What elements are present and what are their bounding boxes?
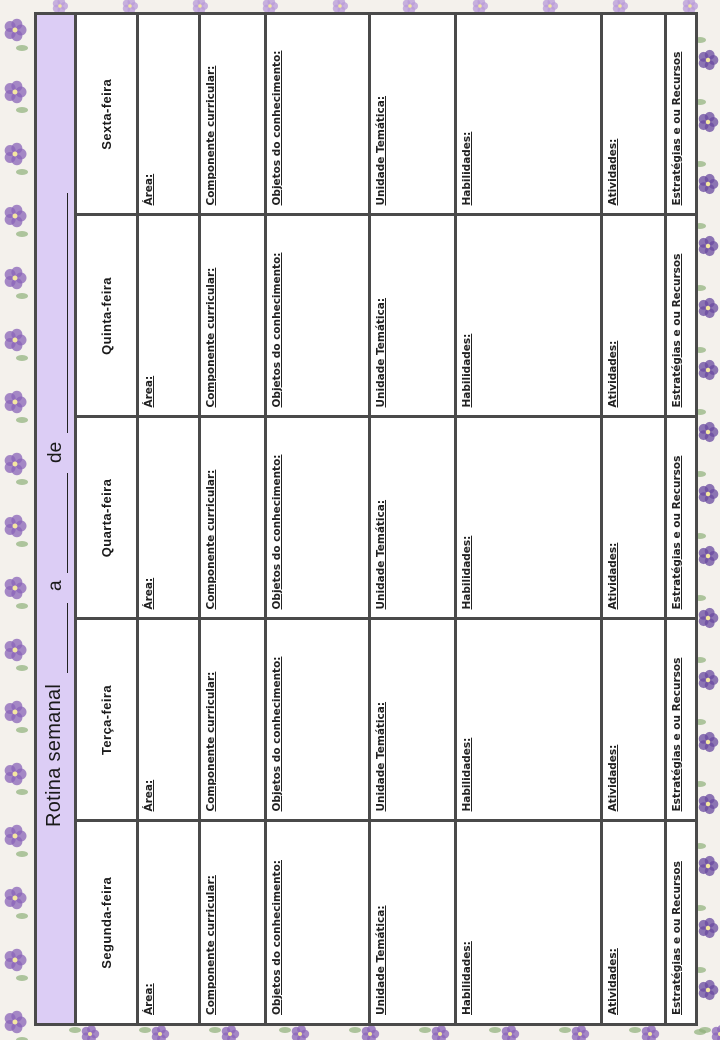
table-row <box>137 15 199 1023</box>
flower-icon <box>699 732 719 752</box>
flower-icon <box>152 1025 169 1040</box>
day-header-row <box>77 15 137 1023</box>
cell-label: Atividades: <box>606 744 619 812</box>
cell-6-1[interactable] <box>665 619 698 821</box>
cell-label: Atividades: <box>606 542 619 610</box>
leaf-icon <box>69 1027 81 1033</box>
leaf-icon <box>489 1027 501 1033</box>
leaf-icon <box>16 169 28 175</box>
leaf-icon <box>16 417 28 423</box>
cell-label: Objetos do conhecimento: <box>270 252 283 408</box>
table-row <box>601 15 665 1023</box>
flower-icon <box>5 825 27 847</box>
cell-3-1[interactable] <box>369 619 455 821</box>
leaf-icon <box>16 913 28 919</box>
leaf-icon <box>699 1027 711 1033</box>
cell-3-0[interactable] <box>369 821 455 1023</box>
title-band <box>37 15 77 1023</box>
cell-label: Objetos do conhecimento: <box>270 50 283 206</box>
day-header: Sexta-feira <box>77 15 137 215</box>
leaf-icon <box>16 603 28 609</box>
flower-icon <box>292 1025 309 1040</box>
routine-table <box>77 15 698 1023</box>
leaf-icon <box>16 975 28 981</box>
cell-label: Estratégias e ou Recursos <box>670 861 683 1015</box>
flower-icon <box>5 391 27 413</box>
cell-0-3[interactable] <box>137 215 199 417</box>
cell-label: Área: <box>142 779 155 812</box>
flower-icon <box>5 1011 27 1033</box>
cell-5-1[interactable] <box>601 619 665 821</box>
title-sep-de: de <box>45 441 66 463</box>
flower-icon <box>5 329 27 351</box>
flower-icon <box>5 639 27 661</box>
leaf-icon <box>16 293 28 299</box>
cell-label: Unidade Temática: <box>374 905 387 1015</box>
flower-icon <box>699 50 719 70</box>
cell-5-3[interactable] <box>601 215 665 417</box>
cell-label: Componente curricular: <box>204 267 217 408</box>
flower-icon <box>5 143 27 165</box>
cell-4-4[interactable] <box>455 15 601 215</box>
flower-icon <box>699 608 719 628</box>
cell-0-1[interactable] <box>137 619 199 821</box>
day-header: Segunda-feira <box>77 821 137 1023</box>
cell-label: Componente curricular: <box>204 469 217 610</box>
flower-icon <box>5 267 27 289</box>
flower-icon <box>699 484 719 504</box>
cell-5-2[interactable] <box>601 417 665 619</box>
cell-2-0[interactable] <box>265 821 369 1023</box>
cell-label: Estratégias e ou Recursos <box>670 657 683 812</box>
flower-icon <box>5 515 27 537</box>
leaf-icon <box>139 1027 151 1033</box>
cell-label: Estratégias e ou Recursos <box>670 51 683 206</box>
date-blank-end[interactable] <box>67 473 68 573</box>
flower-icon <box>5 81 27 103</box>
weekly-routine-page <box>34 12 698 1026</box>
cell-4-3[interactable] <box>455 215 601 417</box>
cell-label: Componente curricular: <box>204 65 217 206</box>
flower-icon <box>502 1025 519 1040</box>
table-row <box>199 15 265 1023</box>
date-blank-start[interactable] <box>67 603 68 673</box>
cell-4-0[interactable] <box>455 821 601 1023</box>
flower-icon <box>5 453 27 475</box>
title-sep-a: a <box>45 580 66 591</box>
cell-label: Objetos do conhecimento: <box>270 860 283 1015</box>
page-title: Rotina semanal <box>43 683 65 827</box>
cell-label: Unidade Temática: <box>374 95 387 206</box>
leaf-icon <box>16 355 28 361</box>
flower-icon <box>5 205 27 227</box>
leaf-icon <box>16 851 28 857</box>
cell-label: Componente curricular: <box>204 875 217 1015</box>
cell-label: Atividades: <box>606 138 619 206</box>
leaf-icon <box>16 789 28 795</box>
flower-icon <box>699 794 719 814</box>
cell-label: Habilidades: <box>460 941 473 1015</box>
cell-0-0[interactable] <box>137 821 199 1023</box>
cell-4-1[interactable] <box>455 619 601 821</box>
cell-0-4[interactable] <box>137 15 199 215</box>
cell-5-4[interactable] <box>601 15 665 215</box>
cell-3-3[interactable] <box>369 215 455 417</box>
flower-icon <box>699 298 719 318</box>
month-blank[interactable] <box>67 193 68 433</box>
leaf-icon <box>349 1027 361 1033</box>
cell-3-4[interactable] <box>369 15 455 215</box>
cell-label: Unidade Temática: <box>374 297 387 408</box>
day-header: Quinta-feira <box>77 215 137 417</box>
flower-icon <box>5 701 27 723</box>
cell-6-3[interactable] <box>665 215 698 417</box>
cell-label: Área: <box>142 983 155 1015</box>
flower-icon <box>699 980 719 1000</box>
cell-5-0[interactable] <box>601 821 665 1023</box>
flower-icon <box>699 112 719 132</box>
table-row <box>265 15 369 1023</box>
leaf-icon <box>629 1027 641 1033</box>
day-header: Quarta-feira <box>77 417 137 619</box>
flower-icon <box>362 1025 379 1040</box>
cell-2-3[interactable] <box>265 215 369 417</box>
flower-icon <box>5 577 27 599</box>
cell-3-2[interactable] <box>369 417 455 619</box>
cell-label: Estratégias e ou Recursos <box>670 455 683 610</box>
table-row <box>665 15 698 1023</box>
cell-label: Atividades: <box>606 948 619 1015</box>
cell-2-1[interactable] <box>265 619 369 821</box>
cell-label: Área: <box>142 375 155 408</box>
cell-label: Habilidades: <box>460 131 473 206</box>
leaf-icon <box>16 231 28 237</box>
leaf-icon <box>16 107 28 113</box>
cell-6-0[interactable] <box>665 821 698 1023</box>
flower-icon <box>572 1025 589 1040</box>
flower-icon <box>699 546 719 566</box>
flower-icon <box>82 1025 99 1040</box>
flower-icon <box>699 918 719 938</box>
flower-icon <box>432 1025 449 1040</box>
cell-2-2[interactable] <box>265 417 369 619</box>
cell-label: Unidade Temática: <box>374 499 387 610</box>
flower-icon <box>699 360 719 380</box>
table-row <box>369 15 455 1023</box>
cell-label: Habilidades: <box>460 535 473 610</box>
leaf-icon <box>279 1027 291 1033</box>
cell-label: Área: <box>142 173 155 206</box>
leaf-icon <box>209 1027 221 1033</box>
day-header: Terça-feira <box>77 619 137 821</box>
cell-label: Objetos do conhecimento: <box>270 656 283 812</box>
cell-4-2[interactable] <box>455 417 601 619</box>
cell-label: Área: <box>142 577 155 610</box>
cell-label: Componente curricular: <box>204 671 217 812</box>
flower-icon <box>699 236 719 256</box>
cell-label: Objetos do conhecimento: <box>270 454 283 610</box>
cell-2-4[interactable] <box>265 15 369 215</box>
cell-1-2[interactable] <box>199 417 265 619</box>
leaf-icon <box>419 1027 431 1033</box>
table-row <box>455 15 601 1023</box>
flower-icon <box>699 422 719 442</box>
flower-icon <box>712 1025 720 1040</box>
cell-1-0[interactable] <box>199 821 265 1023</box>
leaf-icon <box>16 541 28 547</box>
cell-label: Estratégias e ou Recursos <box>670 253 683 408</box>
flower-icon <box>5 19 27 41</box>
leaf-icon <box>16 665 28 671</box>
leaf-icon <box>559 1027 571 1033</box>
cell-6-2[interactable] <box>665 417 698 619</box>
cell-label: Unidade Temática: <box>374 701 387 812</box>
flower-icon <box>699 174 719 194</box>
cell-0-2[interactable] <box>137 417 199 619</box>
cell-6-4[interactable] <box>665 15 698 215</box>
cell-label: Atividades: <box>606 340 619 408</box>
flower-icon <box>699 856 719 876</box>
leaf-icon <box>16 479 28 485</box>
flower-icon <box>5 887 27 909</box>
cell-1-3[interactable] <box>199 215 265 417</box>
cell-label: Habilidades: <box>460 333 473 408</box>
leaf-icon <box>16 45 28 51</box>
cell-label: Habilidades: <box>460 737 473 812</box>
flower-icon <box>5 763 27 785</box>
flower-icon <box>5 949 27 971</box>
flower-icon <box>699 670 719 690</box>
flower-icon <box>642 1025 659 1040</box>
flower-icon <box>222 1025 239 1040</box>
cell-1-4[interactable] <box>199 15 265 215</box>
leaf-icon <box>16 727 28 733</box>
cell-1-1[interactable] <box>199 619 265 821</box>
